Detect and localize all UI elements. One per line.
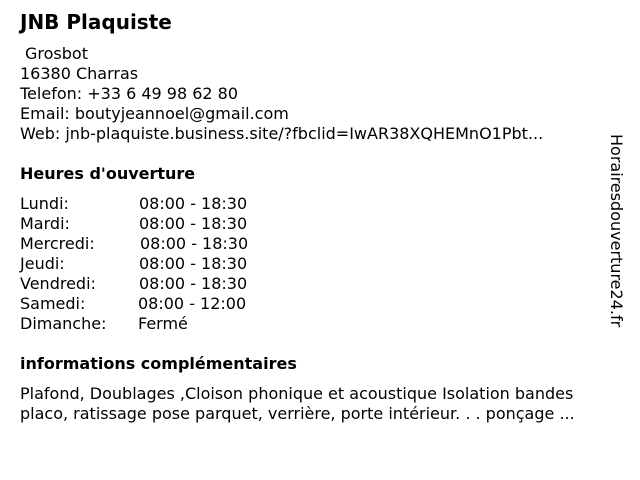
phone-line: Telefon: +33 6 49 98 62 80 [20,84,239,103]
additional-info-heading: informations complémentaires [20,354,297,373]
website-line: Web: jnb-plaquiste.business.site/?fbclid=IwAR38XQHEMnO1Pbt... [20,124,544,143]
time-value: 08:00 - 18:30 [139,254,248,273]
time-value: 08:00 - 18:30 [139,214,248,233]
opening-hours-heading: Heures d'ouverture [20,164,196,183]
business-name: JNB Plaquiste [20,10,172,34]
description-line: Plafond, Doublages ,Cloison phonique et acoustique Isolation bandes [20,384,574,403]
time-value: 08:00 - 18:30 [140,234,249,253]
site-watermark: Horairesdouverture24.fr [607,134,626,328]
day-label: Dimanche: [20,314,107,333]
address-street: Grosbot [25,44,88,63]
description-line: placo, ratissage pose parquet, verrière, porte intérieur. . . ponçage ... [20,404,575,423]
day-label: Lundi: [20,194,69,213]
day-label: Mardi: [20,214,70,233]
email-line: Email: boutyjeannoel@gmail.com [20,104,289,123]
time-value: 08:00 - 12:00 [138,294,247,313]
time-value: 08:00 - 18:30 [139,274,248,293]
time-value: 08:00 - 18:30 [139,194,248,213]
additional-info-text [20,384,626,424]
day-label: Samedi: [20,294,86,313]
day-label: Mercredi: [20,234,95,253]
day-label: Vendredi: [20,274,96,293]
time-value: Fermé [138,314,188,333]
contact-info [20,44,543,144]
day-label: Jeudi: [20,254,65,273]
address-city: 16380 Charras [20,64,139,83]
